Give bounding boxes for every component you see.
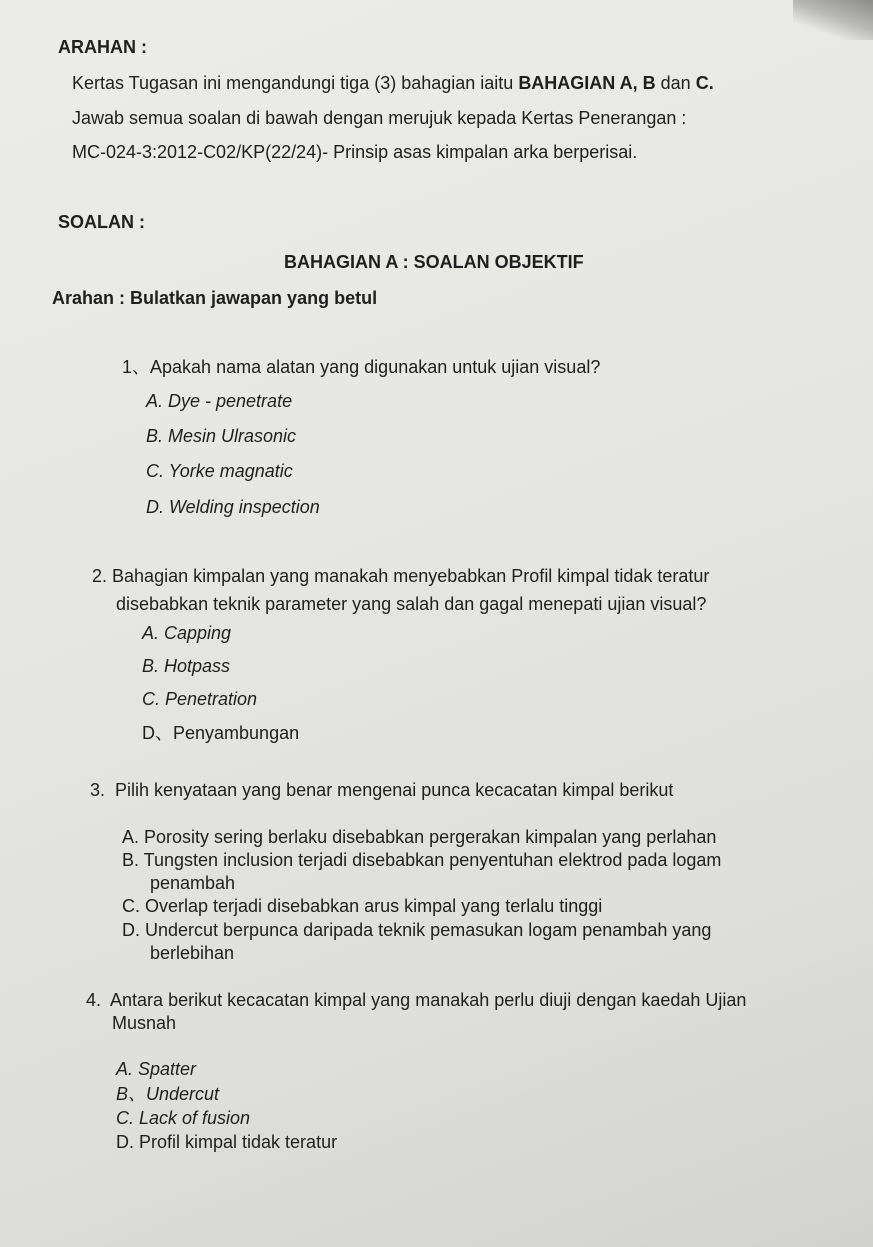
q3-option-c: C. Overlap terjadi disebabkan arus kimpal yang terlalu tinggi: [122, 896, 603, 916]
intro-line-1-bold: BAHAGIAN A, B: [518, 73, 656, 93]
q4-option-d: D. Profil kimpal tidak teratur: [116, 1132, 338, 1152]
question-4-text-line-2: Musnah: [112, 1013, 177, 1033]
intro-line-3: MC-024-3:2012-C02/KP(22/24)- Prinsip asas kimpalan arka berperisai.: [72, 142, 638, 162]
intro-line-1-mid: dan: [655, 73, 696, 93]
q2-option-d: D、Penyambungan: [142, 723, 300, 743]
section-title: BAHAGIAN A : SOALAN OBJEKTIF: [284, 252, 584, 272]
q4-option-a: A. Spatter: [116, 1059, 197, 1079]
question-4-number: 4.: [86, 990, 102, 1010]
question-2-number: 2.: [92, 566, 108, 586]
q3-option-b: B. Tungsten inclusion terjadi disebabkan penyentuhan elektrod pada logam: [122, 850, 722, 870]
q2-option-b: B. Hotpass: [142, 656, 231, 676]
intro-line-1: [72, 72, 714, 94]
q3-option-d: D. Undercut berpunca daripada teknik pemasukan logam penambah yang: [122, 920, 712, 940]
q1-option-a: A. Dye - penetrate: [146, 391, 293, 411]
question-1: [122, 356, 600, 378]
arahan-heading: ARAHAN :: [58, 37, 147, 57]
intro-line-1-bold2: C.: [695, 73, 714, 93]
q2-option-c: C. Penetration: [142, 689, 258, 709]
q2-option-a: A. Capping: [142, 623, 232, 643]
q4-option-c: C. Lack of fusion: [116, 1108, 251, 1128]
q4-option-b: B、Undercut: [116, 1084, 220, 1104]
q1-option-c: C. Yorke magnatic: [146, 461, 293, 481]
intro-line-1-text: Kertas Tugasan ini mengandungi tiga (3) bahagian iaitu: [72, 73, 519, 93]
q3-option-a: A. Porosity sering berlaku disebabkan pergerakan kimpalan yang perlahan: [122, 827, 717, 847]
question-3-text: Pilih kenyataan yang benar mengenai punca kecacatan kimpal berikut: [115, 780, 674, 800]
soalan-heading: SOALAN :: [58, 212, 145, 232]
intro-line-2: Jawab semua soalan di bawah dengan merujuk kepada Kertas Penerangan :: [72, 108, 687, 128]
question-4: [86, 989, 746, 1011]
q1-option-d: D. Welding inspection: [146, 497, 320, 517]
question-4-text-line-1: Antara berikut kecacatan kimpal yang manakah perlu diuji dengan kaedah Ujian: [110, 990, 747, 1010]
q3-option-d-cont: berlebihan: [150, 943, 235, 963]
page-corner-shadow: [793, 0, 873, 40]
question-1-text: Apakah nama alatan yang digunakan untuk ujian visual?: [150, 357, 601, 377]
question-2-text-line-2: disebabkan teknik parameter yang salah dan gagal menepati ujian visual?: [116, 594, 707, 614]
q3-option-b-cont: penambah: [150, 873, 236, 893]
question-1-number: 1、: [122, 357, 151, 377]
question-2-text-line-1: Bahagian kimpalan yang manakah menyebabkan Profil kimpal tidak teratur: [112, 566, 710, 586]
question-3-number: 3.: [90, 780, 106, 800]
question-3: [90, 779, 673, 801]
instruction: Arahan : Bulatkan jawapan yang betul: [52, 288, 378, 308]
question-2: [92, 565, 709, 587]
q1-option-b: B. Mesin Ulrasonic: [146, 426, 297, 446]
